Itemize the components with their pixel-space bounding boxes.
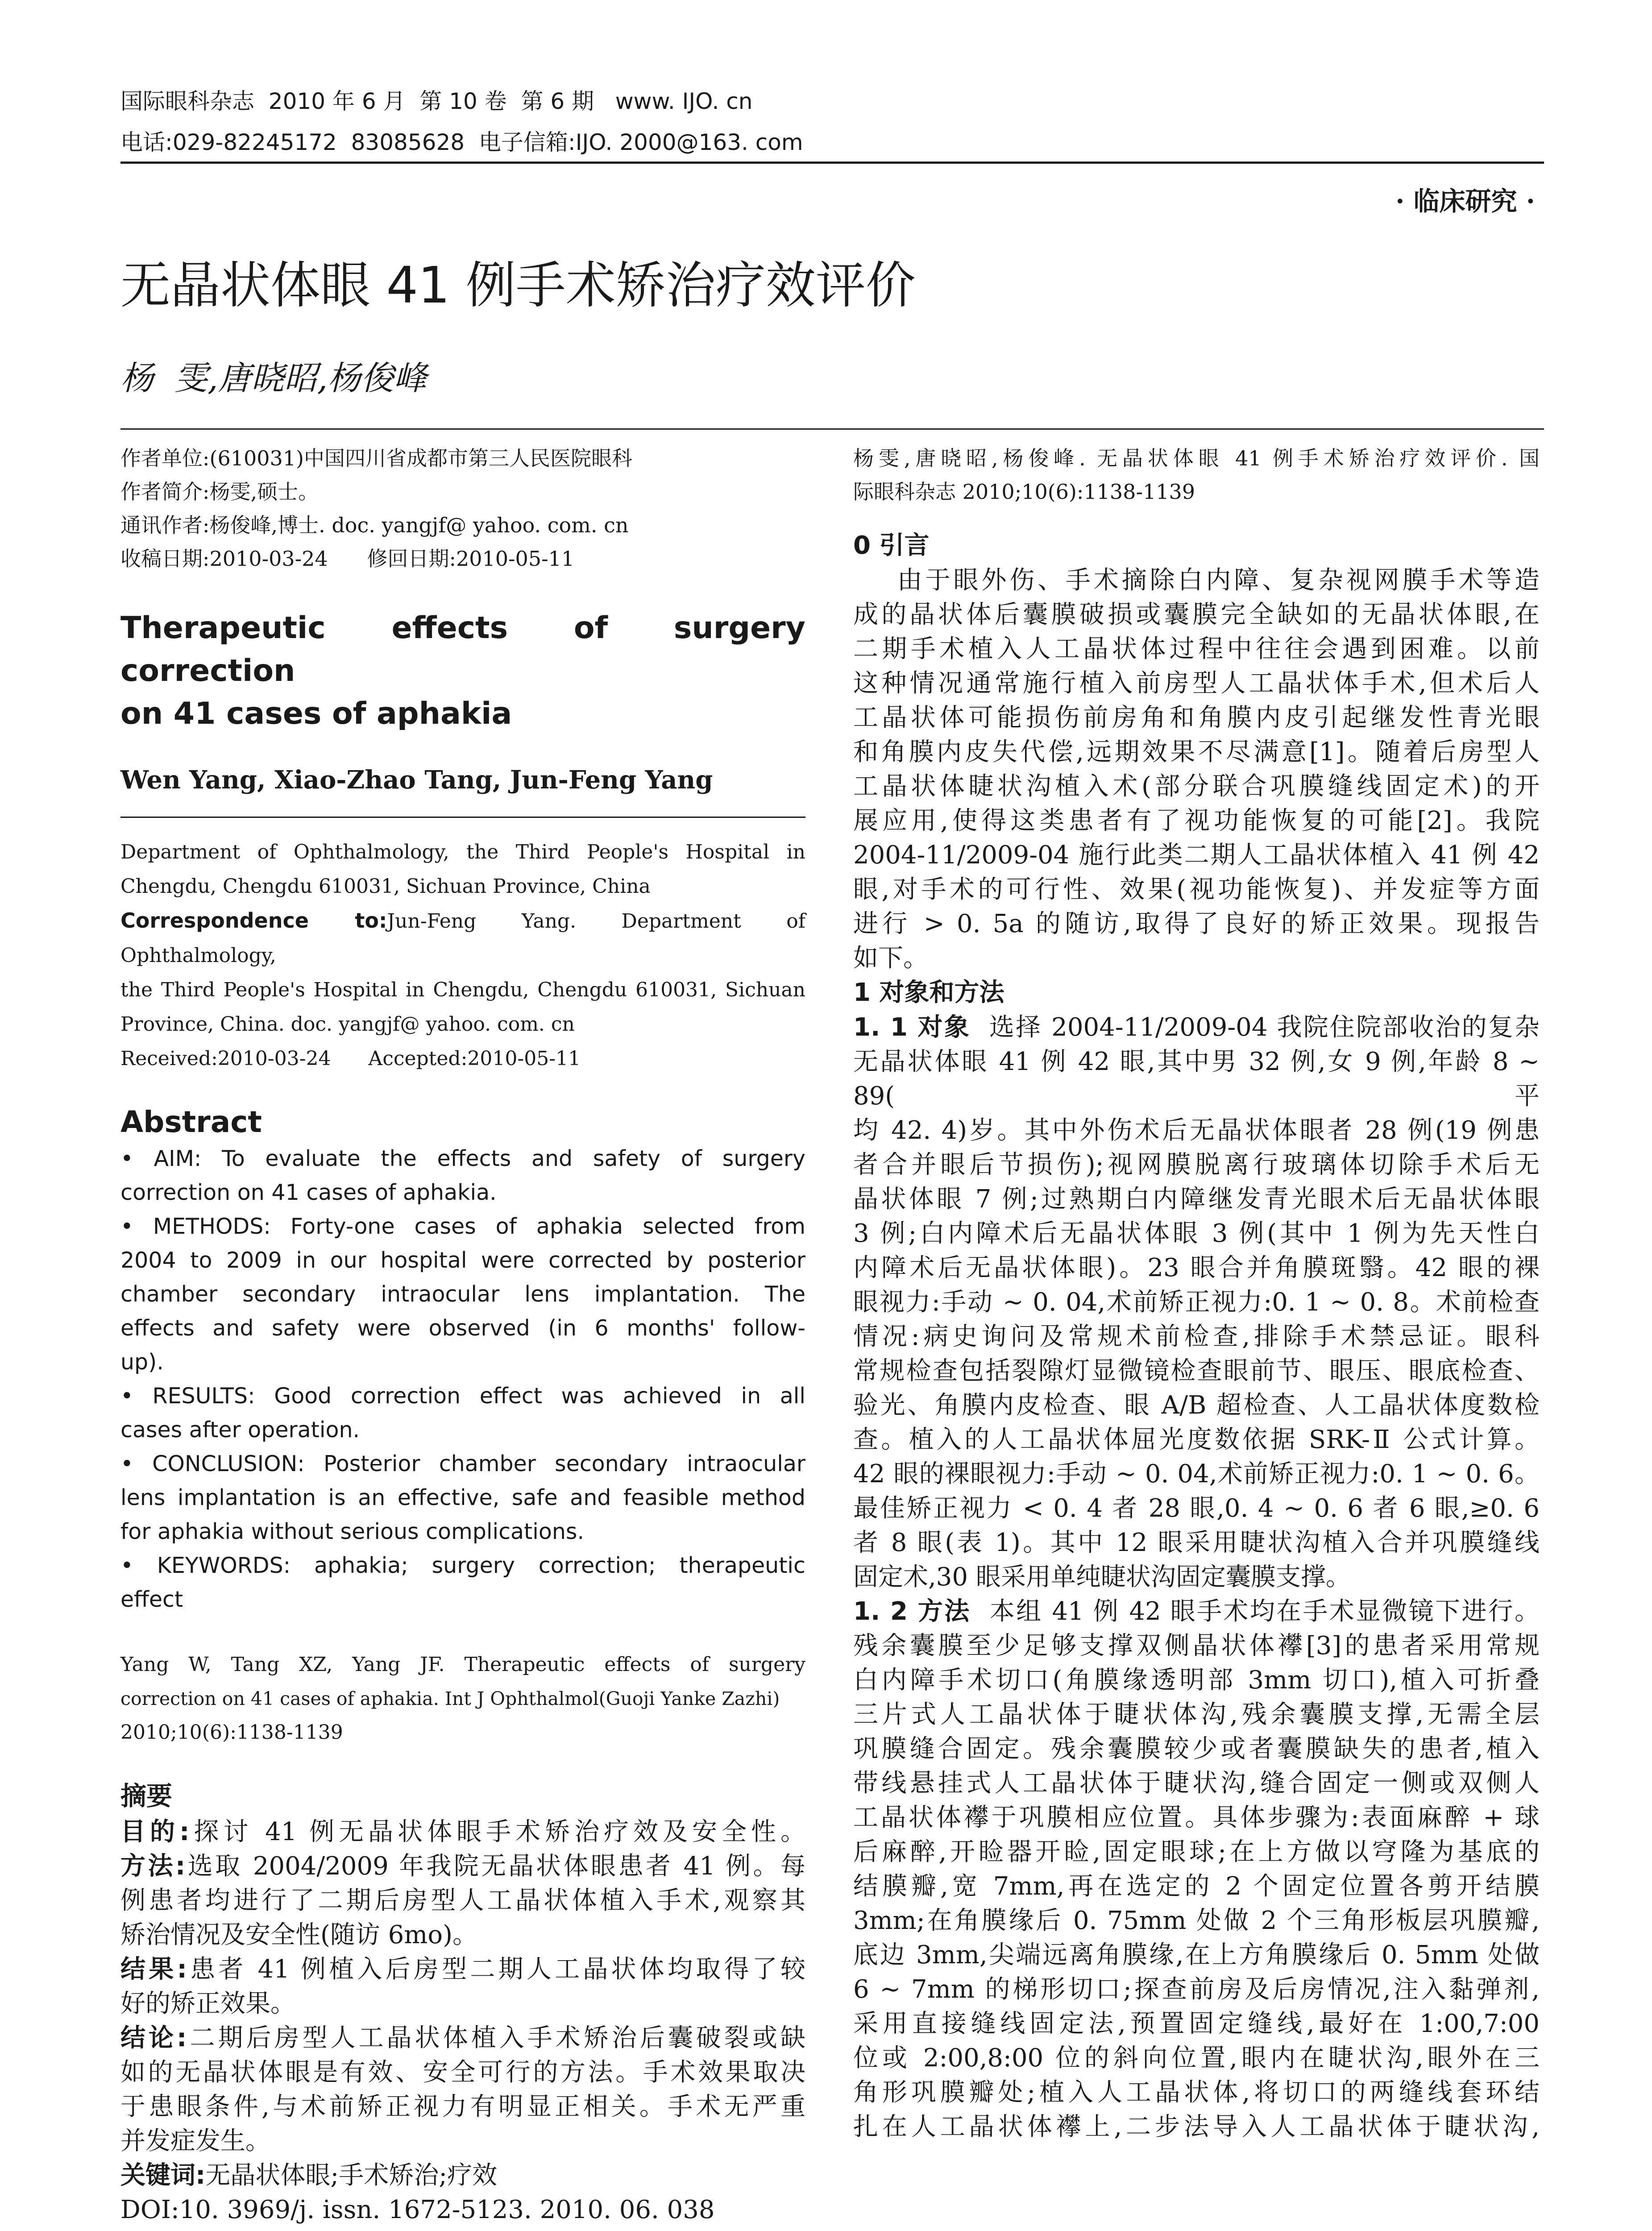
author-info [120, 442, 805, 576]
intro-heading: 0 引言 [853, 531, 930, 560]
abstract-en-line: effect [120, 1587, 183, 1612]
methods-line: 42 眼的裸眼视力:手动 ~ 0. 04,术前矫正视力:0. 1 ~ 0. 6。 [853, 1460, 1540, 1489]
methods-line: 残余囊膜至少足够支撑双侧晶状体襻[3]的患者采用常规 [853, 1631, 1540, 1660]
abstract-en-line: cases after operation. [120, 1417, 360, 1443]
abstract-zh-line: 如的无晶状体眼是有效、安全可行的方法。手术效果取决 [120, 2058, 805, 2087]
authors-zh: 杨 雯,唐晓昭,杨俊峰 [120, 359, 427, 398]
intro-line: 进行 > 0. 5a 的随访,取得了良好的矫正效果。现报告 [853, 909, 1540, 938]
methods-line: 情况:病史询问及常规术前检查,排除手术禁忌证。眼科 [853, 1322, 1540, 1351]
methods-line: 验光、角膜内皮检查、眼 A/B 超检查、人工晶状体度数检 [853, 1391, 1540, 1420]
abstract-heading: Abstract [120, 1105, 262, 1139]
abstract-zh-label: 结果: [120, 1955, 187, 1984]
citation-en-line: 2010;10(6):1138-1139 [120, 1721, 343, 1744]
intro-line: 这种情况通常施行植入前房型人工晶状体手术,但术后人 [853, 669, 1540, 698]
methods-line: 巩膜缝合固定。残余囊膜较少或者囊膜缺失的患者,植入 [853, 1734, 1540, 1763]
abstract-en-line: for aphakia without serious complications. [120, 1519, 585, 1544]
authors-rule [120, 817, 805, 818]
citation-en-line: Yang W, Tang XZ, Yang JF. Therapeutic effects of surgery [120, 1653, 805, 1676]
abstract-zh-line: 好的矫正效果。 [120, 1989, 295, 2018]
abstract-en-line: chamber secondary intraocular lens implantation. The [120, 1281, 805, 1307]
methods-line: 常规检查包括裂隙灯显微镜检查眼前节、眼压、眼底检查、 [853, 1356, 1540, 1385]
correspondence-label: Correspondence to: [120, 908, 387, 933]
methods-line: 工晶状体襻于巩膜相应位置。具体步骤为:表面麻醉 + 球 [853, 1803, 1540, 1832]
abstract-zh-heading: 摘要 [120, 1781, 173, 1811]
corresponding-author: 通讯作者:杨俊峰,博士. doc. yangjf@ yahoo. com. cn [120, 513, 629, 537]
methods-text: 选择 2004-11/2009-04 我院住院部收治的复杂 [970, 1013, 1540, 1042]
methods-line: 白内障手术切口(角膜缘透明部 3mm 切口),植入可折叠 [853, 1666, 1540, 1695]
methods-text: 本组 41 例 42 眼手术均在手术显微镜下进行。 [971, 1597, 1540, 1626]
methods-line [853, 1594, 1540, 1629]
abstract-en-line: • CONCLUSION: Posterior chamber secondary intraocular [120, 1451, 805, 1476]
methods-line: 6 ~ 7mm 的梯形切口;探查前房及后房情况,注入黏弹剂, [853, 1975, 1540, 2004]
intro-line: 如下。 [853, 944, 928, 973]
intro-line: 工晶状体睫状沟植入术(部分联合巩膜缝线固定术)的开 [853, 772, 1540, 801]
abstract-zh-text: 探讨 41 例无晶状体眼手术矫治疗效及安全性。 [189, 1817, 805, 1846]
methods-line: 无晶状体眼 41 例 42 眼,其中男 32 例,女 9 例,年龄 8 ~ 89(平 [853, 1047, 1540, 1111]
methods-line: 固定术,30 眼采用单纯睫状沟固定囊膜支撑。 [853, 1563, 1351, 1592]
correspondence-line-1 [120, 904, 805, 973]
abstract-zh-text: 无晶状体眼;手术矫治;疗效 [205, 2161, 498, 2190]
abstract-zh-text: 患者 41 例植入后房型二期人工晶状体均取得了较 [187, 1955, 805, 1984]
journal-header-line2: 电话:029-82245172 83085628 电子信箱:IJO. 2000@163. com [120, 129, 803, 155]
intro-line: 工晶状体可能损伤前房角和角膜内皮引起继发性青光眼 [853, 703, 1540, 732]
methods-line: 结膜瓣,宽 7mm,再在选定的 2 个固定位置各剪开结膜 [853, 1872, 1540, 1901]
intro-line: 成的晶状体后囊膜破损或囊膜完全缺如的无晶状体眼,在 [853, 600, 1540, 629]
subsection-label: 1. 2 方法 [853, 1597, 971, 1626]
abstract-zh-label: 结论: [120, 2024, 187, 2053]
intro-body [853, 563, 1540, 975]
intro-line: 眼,对手术的可行性、效果(视功能恢复)、并发症等方面 [853, 875, 1540, 904]
article-title-en [120, 607, 805, 735]
abstract-zh-label: 关键词: [120, 2161, 206, 2190]
correspondence-line-2: the Third People's Hospital in Chengdu, Chengdu 610031, Sichuan [120, 979, 805, 1001]
methods-line: 最佳矫正视力 < 0. 4 者 28 眼,0. 4 ~ 0. 6 者 6 眼,≥0. 6 [853, 1494, 1540, 1523]
methods-line: 眼视力:手动 ~ 0. 04,术前矫正视力:0. 1 ~ 0. 8。术前检查 [853, 1288, 1540, 1317]
methods-1-1 [853, 1010, 1540, 1594]
title-en-line-2: on 41 cases of aphakia [120, 696, 512, 731]
abstract-zh-line: 于患眼条件,与术前矫正视力有明显正相关。手术无严重 [120, 2092, 805, 2121]
citation-zh-line: 际眼科杂志 2010;10(6):1138-1139 [853, 480, 1195, 504]
left-column [120, 442, 805, 2227]
methods-line: 底边 3mm,尖端远离角膜缘,在上方角膜缘后 0. 5mm 处做 [853, 1941, 1540, 1970]
doi: DOI:10. 3969/j. issn. 1672-5123. 2010. 06. 038 [120, 2195, 715, 2224]
abstract-en-line: • AIM: To evaluate the effects and safety of surgery [120, 1146, 805, 1171]
received-dates-zh: 收稿日期:2010-03-24 修回日期:2010-05-11 [120, 547, 575, 571]
methods-line: 后麻醉,开睑器开睑,固定眼球;在上方做以穹隆为基底的 [853, 1837, 1540, 1866]
intro-line: 和角膜内皮失代偿,远期效果不尽满意[1]。随着后房型人 [853, 738, 1540, 767]
abstract-zh-line: 矫治情况及安全性(随访 6mo)。 [120, 1920, 477, 1949]
abstract-zh-line: 并发症发生。 [120, 2127, 270, 2156]
journal-header-line1: 国际眼科杂志 2010 年 6 月 第 10 卷 第 6 期 www. IJO. cn [120, 88, 753, 114]
abstract-en-line: • METHODS: Forty-one cases of aphakia selected from [120, 1214, 805, 1239]
abstract-zh-line [120, 2158, 805, 2193]
methods-line: 采用直接缝线固定法,预置固定缝线,最好在 1:00,7:00 [853, 2009, 1540, 2038]
section-label: · 临床研究 · [1395, 186, 1535, 216]
abstract-zh-line: 例患者均进行了二期后房型人工晶状体植入手术,观察其 [120, 1886, 805, 1915]
abstract-zh-line [120, 1815, 805, 1849]
authors-en: Wen Yang, Xiao-Zhao Tang, Jun-Feng Yang [120, 765, 713, 795]
abstract-en-line: effects and safety were observed (in 6 months' follow- [120, 1315, 805, 1341]
affiliation-en [120, 835, 805, 1076]
abstract-en-line: lens implantation is an effective, safe and feasible method [120, 1485, 805, 1510]
methods-line: 扎在人工晶状体襻上,二步法导入人工晶状体于睫状沟, [853, 2112, 1540, 2141]
methods-1-2 [853, 1594, 1540, 2144]
citation-zh-line: 杨雯,唐晓昭,杨俊峰. 无晶状体眼 41 例手术矫治疗效评价. 国 [853, 446, 1540, 470]
header-rule [120, 162, 1544, 164]
subsection-label: 1. 1 对象 [853, 1013, 971, 1042]
article-title-zh: 无晶状体眼 41 例手术矫治疗效评价 [120, 257, 916, 315]
methods-line: 内障术后无晶状体眼)。23 眼合并角膜斑翳。42 眼的裸 [853, 1253, 1540, 1282]
citation-en [120, 1648, 805, 1750]
intro-line: 由于眼外伤、手术摘除白内障、复杂视网膜手术等造 [853, 566, 1540, 595]
abstract-en-line: 2004 to 2009 in our hospital were corrected by posterior [120, 1248, 805, 1273]
abstract-en-line: • RESULTS: Good correction effect was achieved in all [120, 1383, 805, 1409]
citation-en-line: correction on 41 cases of aphakia. Int J Ophthalmol(Guoji Yanke Zazhi) [120, 1688, 780, 1709]
abstract-en [120, 1142, 805, 1617]
title-en-line-1: Therapeutic effects of surgery correction [120, 610, 805, 688]
methods-line: 查。植入的人工晶状体屈光度数依据 SRK-Ⅱ 公式计算。 [853, 1425, 1540, 1454]
abstract-zh-text: 二期后房型人工晶状体植入手术矫治后囊破裂或缺 [187, 2024, 805, 2053]
methods-line: 3 例;白内障术后无晶状体眼 3 例(其中 1 例为先天性白 [853, 1219, 1540, 1248]
right-column [853, 442, 1540, 2144]
methods-line: 角形巩膜瓣处;植入人工晶状体,将切口的两缝线套环结 [853, 2078, 1540, 2107]
methods-line [853, 1010, 1540, 1045]
intro-line: 展应用,使得这类患者有了视功能恢复的可能[2]。我院 [853, 806, 1540, 835]
received-dates-en: Received:2010-03-24 Accepted:2010-05-11 [120, 1047, 581, 1070]
author-unit: 作者单位:(610031)中国四川省成都市第三人民医院眼科 [120, 446, 632, 470]
abstract-zh-line [120, 1952, 805, 1986]
methods-line: 晶状体眼 7 例;过熟期白内障继发青光眼术后无晶状体眼 [853, 1185, 1540, 1214]
citation-zh [853, 442, 1540, 509]
methods-line: 三片式人工晶状体于睫状体沟,残余囊膜支撑,无需全层 [853, 1700, 1540, 1729]
methods-line: 带线悬挂式人工晶状体于睫状沟,缝合固定一侧或双侧人 [853, 1769, 1540, 1798]
methods-line: 3mm;在角膜缘后 0. 75mm 处做 2 个三角形板层巩膜瓣, [853, 1906, 1540, 1935]
affiliation-line-2: Chengdu, Chengdu 610031, Sichuan Province, China [120, 875, 651, 898]
title-rule [120, 428, 1544, 430]
abstract-zh-label: 目的: [120, 1817, 190, 1846]
methods-line: 者合并眼后节损伤);视网膜脱离行玻璃体切除手术后无 [853, 1150, 1540, 1179]
methods-line: 位或 2:00,8:00 位的斜向位置,眼内在睫状沟,眼外在三 [853, 2044, 1540, 2073]
methods-line: 均 42. 4)岁。其中外伤术后无晶状体眼者 28 例(19 例患 [853, 1116, 1540, 1145]
intro-line: 2004-11/2009-04 施行此类二期人工晶状体植入 41 例 42 [853, 841, 1540, 870]
abstract-zh [120, 1815, 805, 2227]
intro-line: 二期手术植入人工晶状体过程中往往会遇到困难。以前 [853, 634, 1540, 663]
abstract-en-line: up). [120, 1349, 164, 1375]
abstract-en-line: correction on 41 cases of aphakia. [120, 1180, 497, 1205]
correspondence-text-1: Jun-Feng Yang. Department of Ophthalmology, [120, 910, 805, 967]
affiliation-line-1: Department of Ophthalmology, the Third People's Hospital in [120, 841, 805, 863]
abstract-zh-line [120, 1849, 805, 1883]
abstract-zh-line [120, 2021, 805, 2055]
correspondence-line-3: Province, China. doc. yangjf@ yahoo. com. cn [120, 1013, 575, 1036]
abstract-en-line: • KEYWORDS: aphakia; surgery correction; therapeutic [120, 1553, 805, 1578]
author-bio: 作者简介:杨雯,硕士。 [120, 480, 319, 504]
methods-heading: 1 对象和方法 [853, 978, 1004, 1007]
abstract-zh-label: 方法: [120, 1852, 186, 1881]
abstract-zh-text: 选取 2004/2009 年我院无晶状体眼患者 41 例。每 [185, 1852, 805, 1881]
methods-line: 者 8 眼(表 1)。其中 12 眼采用睫状沟植入合并巩膜缝线 [853, 1528, 1540, 1557]
